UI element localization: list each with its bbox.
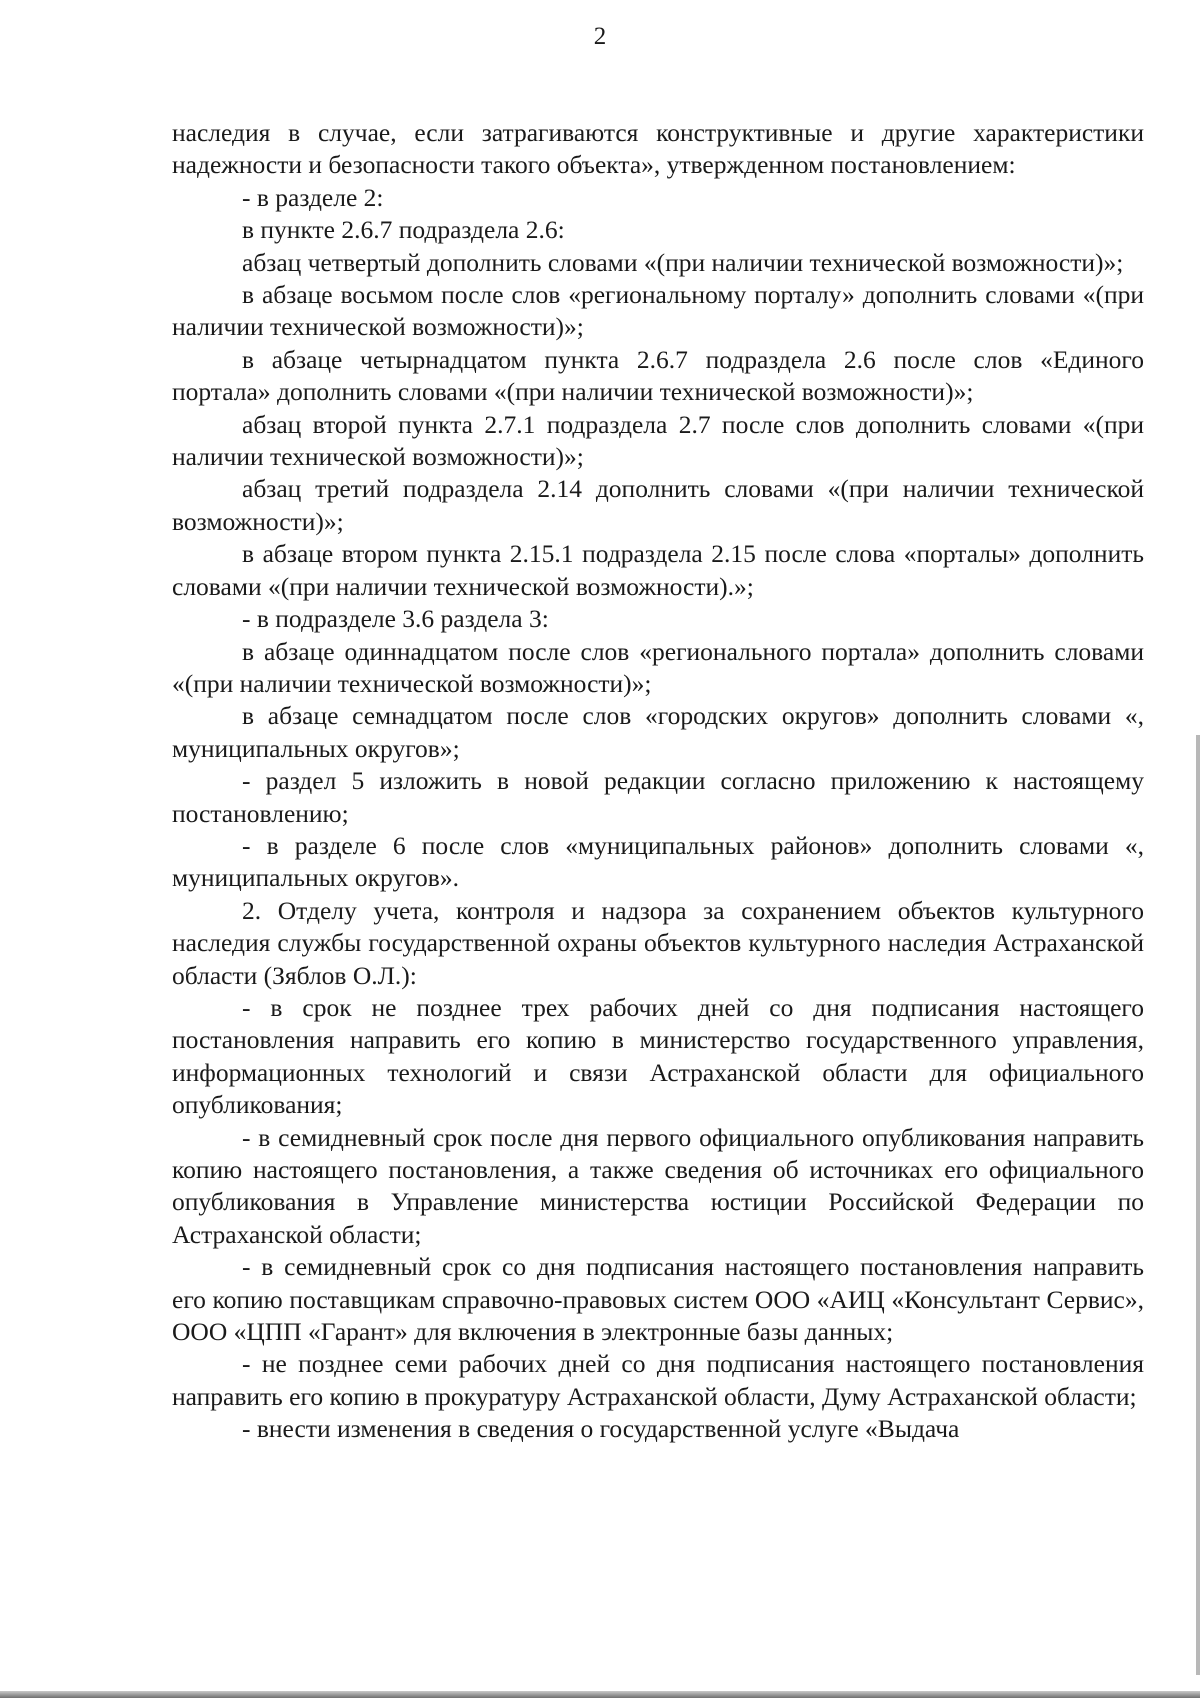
page-number: 2 (593, 23, 607, 50)
paragraph-abzac-11: в абзаце одиннадцатом после слов «регионального портала» дополнить словами «(при наличии технической возможности)»; (172, 636, 1144, 698)
paragraph-item-2-6-7: в пункте 2.6.7 подраздела 2.6: (242, 215, 565, 245)
paragraph-prosecutor: - не позднее семи рабочих дней со дня подписания настоящего постановления направить его копию в прокуратуру Астраханской области, Думу Астраханской области; (172, 1349, 1144, 1411)
document-body (172, 117, 1144, 1446)
paragraph-abzac-14: в абзаце четырнадцатом пункта 2.6.7 подраздела 2.6 после слов «Единого портала» дополнить словами «(при наличии технической возможности)»; (172, 344, 1144, 407)
paragraph-item-2: 2. Отделу учета, контроля и надзора за сохранением объектов культурного наследия службы государственной охраны объектов культурного наследия Астраханской области (Зяблов О.Л.): (172, 895, 1144, 990)
scan-bottom-edge (0, 1691, 1200, 1698)
paragraph-section-5: - раздел 5 изложить в новой редакции согласно приложению к настоящему постановлению; (172, 766, 1144, 828)
paragraph-section-6: - в разделе 6 после слов «муниципальных районов» дополнить словами «, муниципальных округов». (172, 830, 1144, 893)
paragraph-justice-ministry: - в семидневный срок после дня первого официального опубликования направить копию настоящего постановления, а также сведения об источниках его официального опубликования в Управление министерства юстиции Российской Федерации по Астраханской области; (172, 1122, 1144, 1249)
paragraph-continuation: наследия в случае, если затрагиваются конструктивные и другие характеристики надежности и безопасности такого объекта», утвержденном постановлением: (172, 118, 1144, 180)
paragraph-abzac-4: абзац четвертый дополнить словами «(при наличии технической возможности)»; (242, 247, 1124, 277)
paragraph-item-2-15-1: в абзаце втором пункта 2.15.1 подраздела 2.15 после слова «порталы» дополнить словами «(при наличии технической возможности).»; (172, 539, 1144, 601)
paragraph-publication: - в срок не позднее трех рабочих дней со дня подписания настоящего постановления направить его копию в министерство государственного управления, информационных технологий и связи Астраханской области для официального опубликования; (172, 992, 1144, 1120)
paragraph-abzac-17: в абзаце семнадцатом после слов «городских округов» дополнить словами «, муниципальных округов»; (172, 701, 1144, 763)
paragraph-item-2-7-1: абзац второй пункта 2.7.1 подраздела 2.7 после слов дополнить словами «(при наличии технической возможности)»; (172, 409, 1144, 472)
paragraph-legal-systems: - в семидневный срок со дня подписания настоящего постановления направить его копию поставщикам справочно-правовых систем ООО «АИЦ «Консультант Сервис», ООО «ЦПП «Гарант» для включения в электронные базы данных; (172, 1252, 1144, 1347)
paragraph-section-2: - в разделе 2: (242, 182, 384, 212)
paragraph-abzac-8: в абзаце восьмом после слов «региональному порталу» дополнить словами «(при наличии технической возможности)»; (172, 280, 1144, 342)
scan-edge-shadow (1196, 735, 1200, 1675)
paragraph-subsection-2-14: абзац третий подраздела 2.14 дополнить словами «(при наличии технической возможности)»; (172, 474, 1144, 536)
paragraph-service-changes: - внести изменения в сведения о государственной услуге «Выдача (242, 1414, 960, 1444)
paragraph-subsection-3-6: - в подразделе 3.6 раздела 3: (242, 604, 549, 634)
